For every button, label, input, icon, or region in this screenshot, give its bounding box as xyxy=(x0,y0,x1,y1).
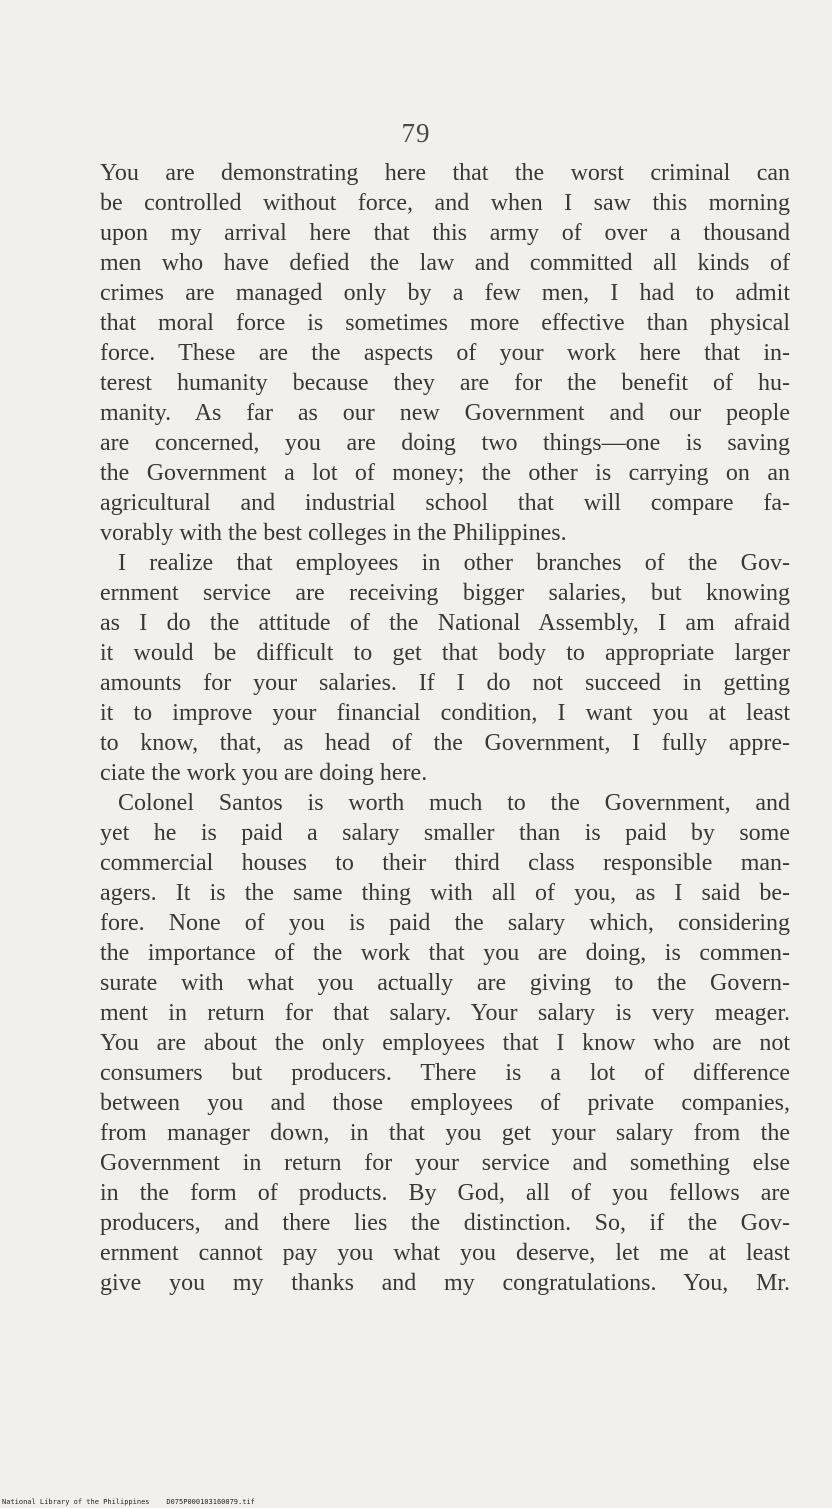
text-line: ment in return for that salary. Your salary is very meager. xyxy=(100,1000,790,1026)
scan-footer xyxy=(2,1498,255,1506)
text-line: fore. None of you is paid the salary which, considering xyxy=(100,910,790,936)
text-line: to know, that, as head of the Government, I fully appre- xyxy=(100,730,790,756)
text-line: agers. It is the same thing with all of you, as I said be- xyxy=(100,880,790,906)
text-line: yet he is paid a salary smaller than is paid by some xyxy=(100,820,790,846)
text-line: terest humanity because they are for the benefit of hu- xyxy=(100,370,790,396)
text-line: it would be difficult to get that body to appropriate larger xyxy=(100,640,790,666)
text-line: force. These are the aspects of your work here that in- xyxy=(100,340,790,366)
text-line: be controlled without force, and when I saw this morning xyxy=(100,190,790,216)
page-number: 79 xyxy=(401,118,431,148)
text-line: men who have defied the law and committed all kinds of xyxy=(100,250,790,276)
text-line: producers, and there lies the distinction. So, if the Gov- xyxy=(100,1210,790,1236)
body-text xyxy=(100,158,790,1298)
text-line: surate with what you actually are giving to the Govern- xyxy=(100,970,790,996)
text-line: ernment service are receiving bigger salaries, but knowing xyxy=(100,580,790,606)
text-line: I realize that employees in other branches of the Gov- xyxy=(118,550,790,576)
footer-filename: D075P000103160079.tif xyxy=(166,1498,255,1506)
text-line: vorably with the best colleges in the Philippines. xyxy=(100,520,567,546)
text-line: upon my arrival here that this army of over a thousand xyxy=(100,220,790,246)
text-line: it to improve your financial condition, I want you at least xyxy=(100,700,790,726)
text-line: You are about the only employees that I know who are not xyxy=(100,1030,790,1056)
text-line: the importance of the work that you are doing, is commen- xyxy=(100,940,790,966)
text-line: Government in return for your service and something else xyxy=(100,1150,790,1176)
text-line: manity. As far as our new Government and our people xyxy=(100,400,790,426)
text-line: from manager down, in that you get your salary from the xyxy=(100,1120,790,1146)
text-line: Colonel Santos is worth much to the Government, and xyxy=(118,790,790,816)
text-line: ciate the work you are doing here. xyxy=(100,760,428,786)
text-line: crimes are managed only by a few men, I had to admit xyxy=(100,280,790,306)
footer-source: National Library of the Philippines xyxy=(2,1498,150,1506)
text-line: between you and those employees of private companies, xyxy=(100,1090,790,1116)
text-line: give you my thanks and my congratulations. You, Mr. xyxy=(100,1270,790,1296)
text-line: are concerned, you are doing two things—one is saving xyxy=(100,430,790,456)
text-line: ernment cannot pay you what you deserve, let me at least xyxy=(100,1240,790,1266)
text-line: consumers but producers. There is a lot of difference xyxy=(100,1060,790,1086)
text-line: in the form of products. By God, all of you fellows are xyxy=(100,1180,790,1206)
text-line: commercial houses to their third class responsible man- xyxy=(100,850,790,876)
text-line: agricultural and industrial school that will compare fa- xyxy=(100,490,790,516)
text-line: amounts for your salaries. If I do not succeed in getting xyxy=(100,670,790,696)
text-line: that moral force is sometimes more effective than physical xyxy=(100,310,790,336)
text-line: the Government a lot of money; the other is carrying on an xyxy=(100,460,790,486)
text-line: as I do the attitude of the National Assembly, I am afraid xyxy=(100,610,790,636)
text-line: You are demonstrating here that the worst criminal can xyxy=(100,160,790,186)
